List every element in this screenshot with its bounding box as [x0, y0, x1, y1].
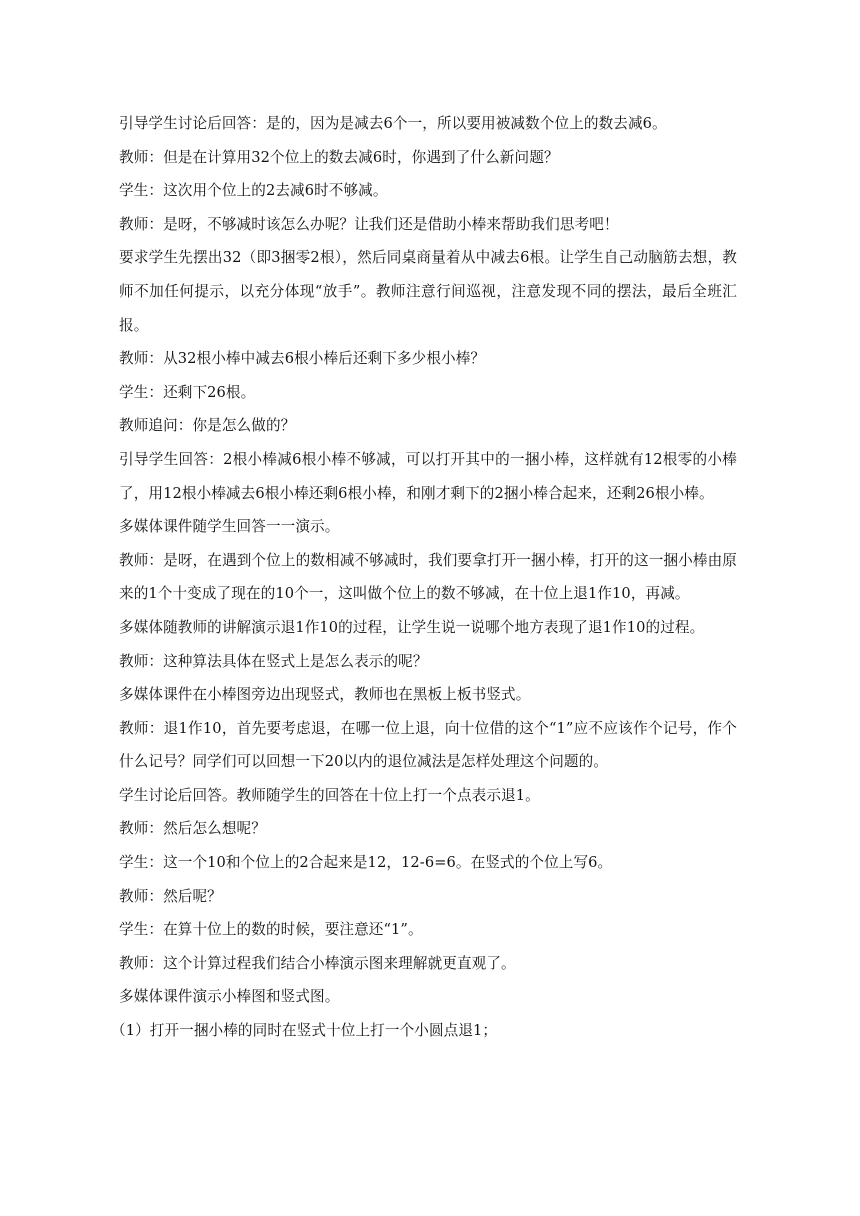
- paragraph-7: 学生：还剩下26根。: [119, 383, 256, 401]
- paragraph-15: 教师：退1作10，首先要考虑退，在哪一位上退，向十位借的这个“1”应不应该作个记号，作个什么记号？同学们可以回想一下20以内的退位减法是怎样处理这个问题的。: [119, 719, 737, 771]
- paragraph-12: 多媒体随教师的讲解演示退1作10的过程，让学生说一说哪个地方表现了退1作10的过程。: [119, 618, 705, 636]
- paragraph-8: 教师追问：你是怎么做的？: [119, 417, 296, 435]
- paragraph-6: 教师：从32根小棒中减去6根小棒后还剩下多少根小棒？: [119, 350, 486, 368]
- paragraph-11: 教师：是呀，在遇到个位上的数相减不够减时，我们要拿打开一捆小棒，打开的这一捆小棒由原来的1个十变成了现在的10个一，这叫做个位上的数不够减，在十位上退1作10，再减。: [119, 551, 737, 603]
- paragraph-21: 教师：这个计算过程我们结合小棒演示图来理解就更直观了。: [119, 954, 516, 972]
- paragraph-1: 引导学生讨论后回答：是的，因为是减去6个一，所以要用被减数个位上的数去减6。: [119, 115, 667, 132]
- paragraph-23: （1）打开一捆小棒的同时在竖式十位上打一个小圆点退1；: [111, 1022, 498, 1040]
- paragraph-14: 多媒体课件在小棒图旁边出现竖式，教师也在黑板上板书竖式。: [119, 686, 531, 704]
- paragraph-2: 教师：但是在计算用32个位上的数去减6时，你遇到了什么新问题？: [119, 148, 559, 166]
- paragraph-22: 多媒体课件演示小棒图和竖式图。: [119, 988, 340, 1006]
- paragraph-19: 教师：然后呢？: [119, 887, 222, 905]
- paragraph-13: 教师：这种算法具体在竖式上是怎么表示的呢？: [119, 652, 428, 670]
- paragraph-5: 要求学生先摆出32（即3捆零2根），然后同桌商量着从中减去6根。让学生自己动脑筋去想，教师不加任何提示，以充分体现“放手”。教师注意行间巡视，注意发现不同的摆法，最后全班汇报。: [119, 249, 737, 334]
- paragraph-16: 学生讨论后回答。教师随学生的回答在十位上打一个点表示退1。: [119, 786, 540, 804]
- paragraph-10: 多媒体课件随学生回答一一演示。: [119, 518, 340, 536]
- paragraph-9: 引导学生回答：2根小棒减6根小棒不够减，可以打开其中的一捆小棒，这样就有12根零的小棒了，用12根小棒减去6根小棒还剩6根小棒，和刚才剩下的2捆小棒合起来，还剩26根小棒。: [119, 450, 737, 502]
- paragraph-18: 学生：这一个10和个位上的2合起来是12，12-6=6。在竖式的个位上写6。: [119, 854, 613, 872]
- paragraph-17: 教师：然后怎么想呢？: [119, 820, 266, 838]
- paragraph-4: 教师：是呀，不够减时该怎么办呢？让我们还是借助小棒来帮助我们思考吧！: [119, 215, 619, 233]
- paragraph-20: 学生：在算十位上的数的时候，要注意还“1”。: [119, 921, 423, 939]
- document-body: [111, 107, 737, 1048]
- paragraph-3: 学生：这次用个位上的2去减6时不够减。: [119, 182, 388, 200]
